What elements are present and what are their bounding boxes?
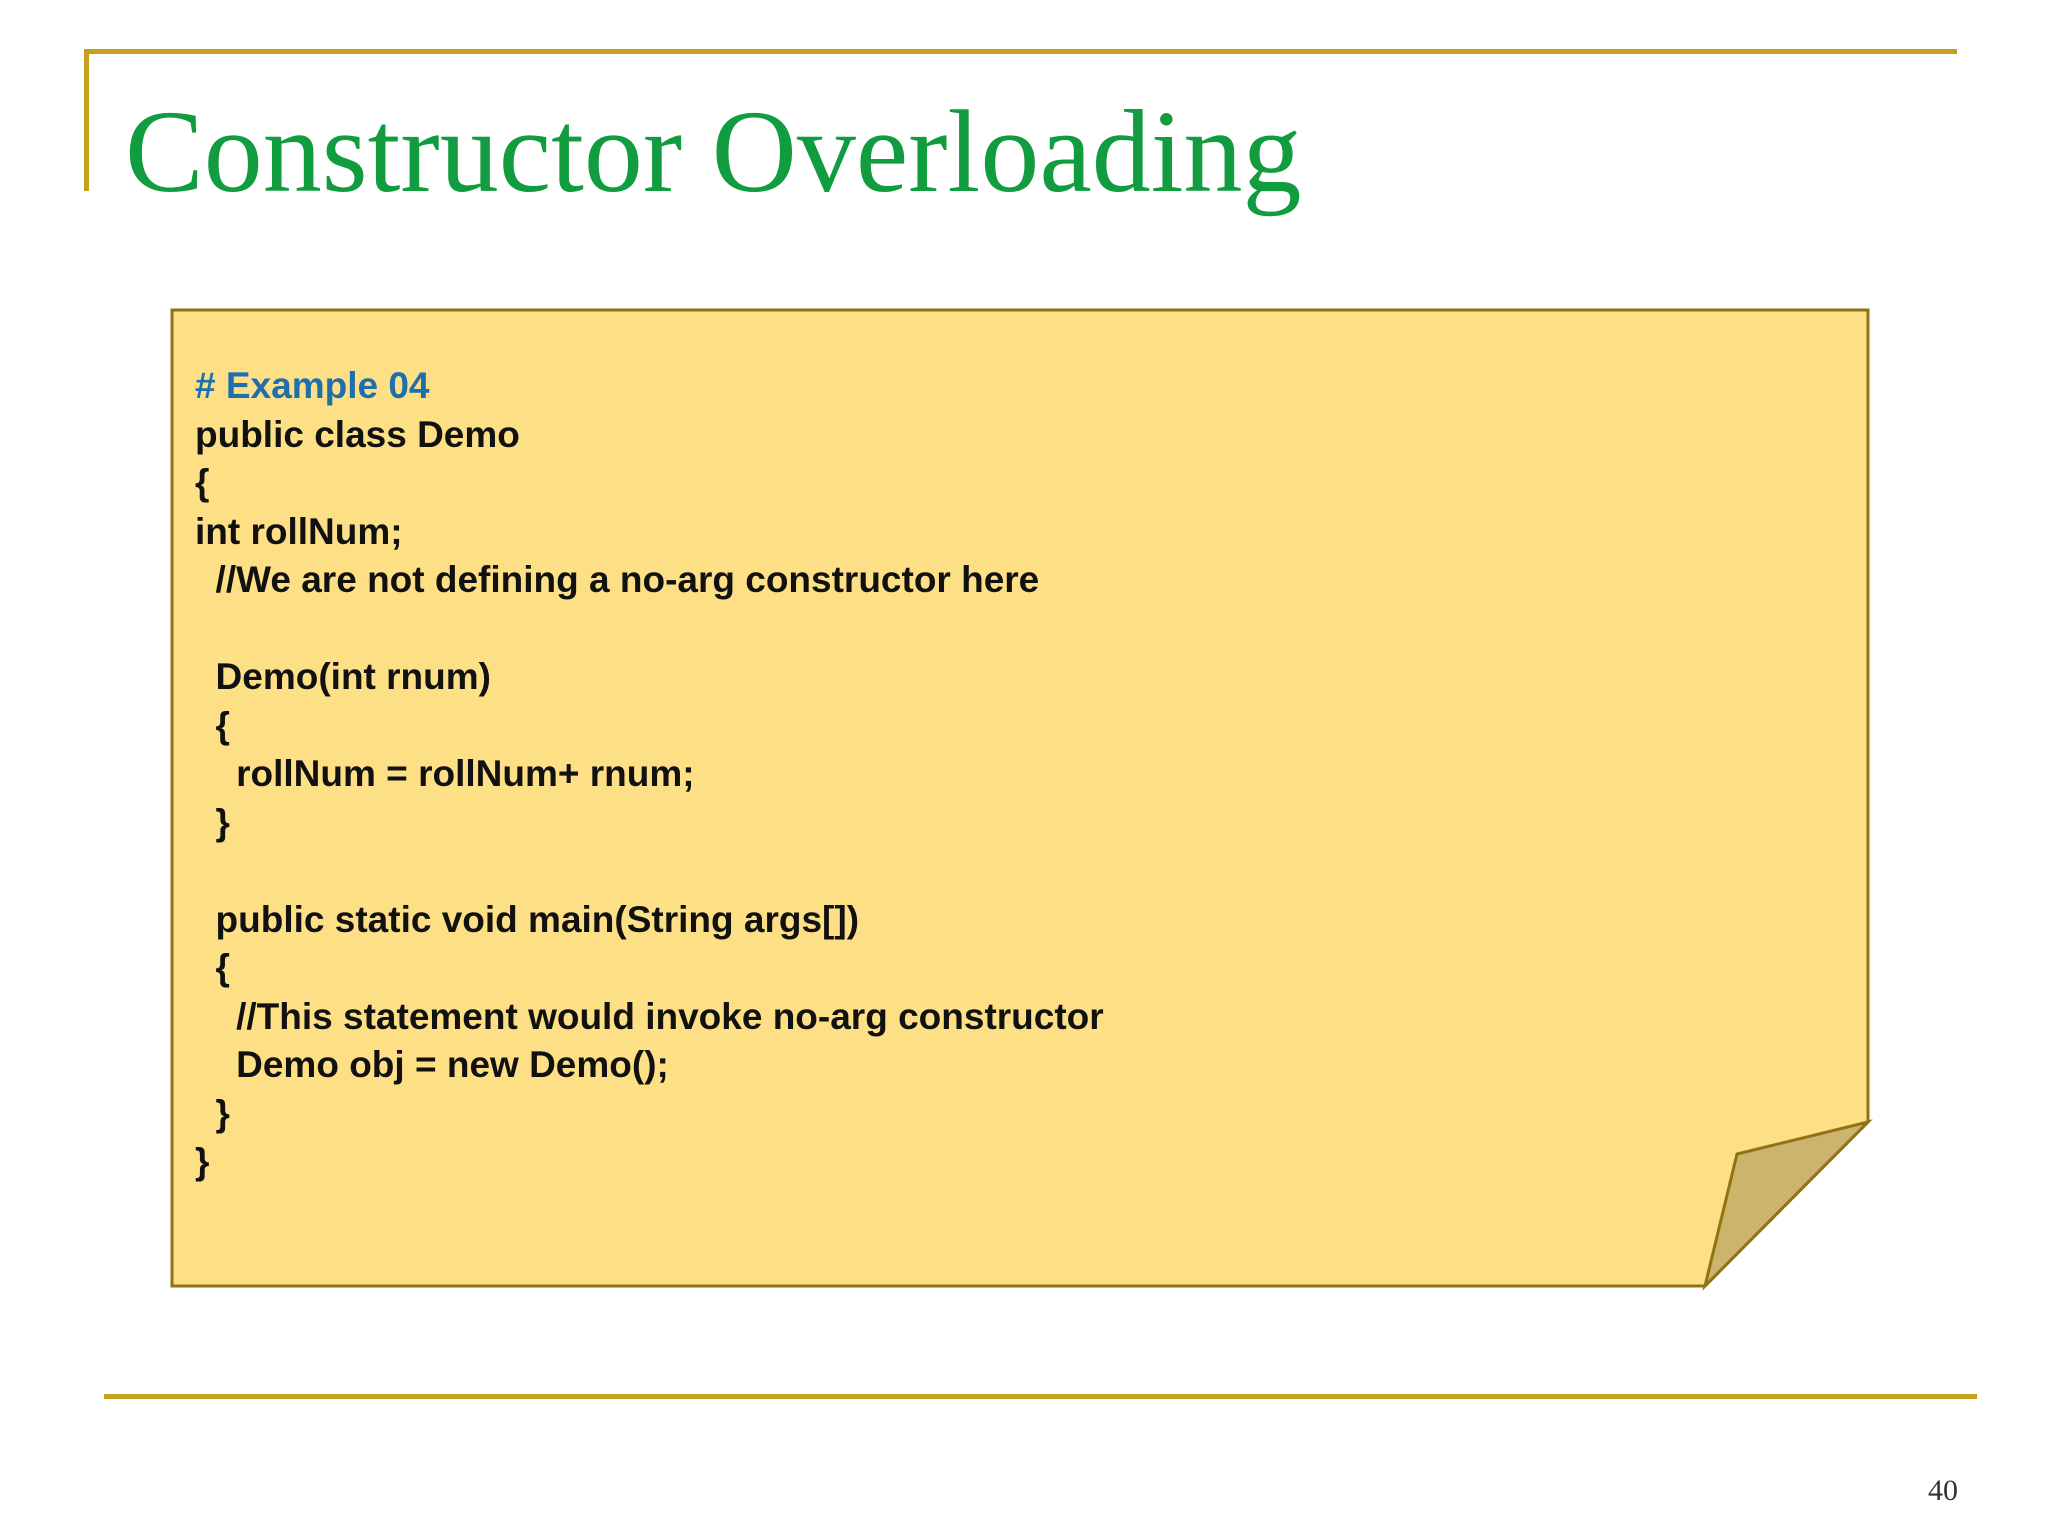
code-line: public class Demo (195, 413, 520, 455)
code-line: } (195, 801, 230, 843)
code-line: public static void main(String args[]) (195, 898, 860, 940)
code-line: { (195, 704, 230, 746)
page-number: 40 (1928, 1474, 1958, 1507)
code-line: Demo obj = new Demo(); (195, 1044, 669, 1085)
code-line: Demo(int rnum) (195, 656, 491, 697)
code-example-heading: # Example 04 (195, 365, 430, 406)
code-line: int rollNum; (195, 510, 403, 552)
code-block (195, 362, 1795, 1187)
code-line: { (195, 947, 230, 988)
bottom-rule (104, 1394, 1977, 1399)
code-line: rollNum = rollNum+ rnum; (195, 753, 695, 794)
code-line: { (195, 462, 210, 503)
code-line: } (195, 1141, 210, 1182)
code-line: //This statement would invoke no-arg constructor (195, 995, 1104, 1037)
code-line (195, 605, 1795, 654)
code-line: } (195, 1092, 230, 1134)
slide-title: Constructor Overloading (125, 86, 1302, 217)
code-line: //We are not defining a no-arg constructor here (195, 559, 1040, 600)
code-line (195, 847, 1795, 896)
